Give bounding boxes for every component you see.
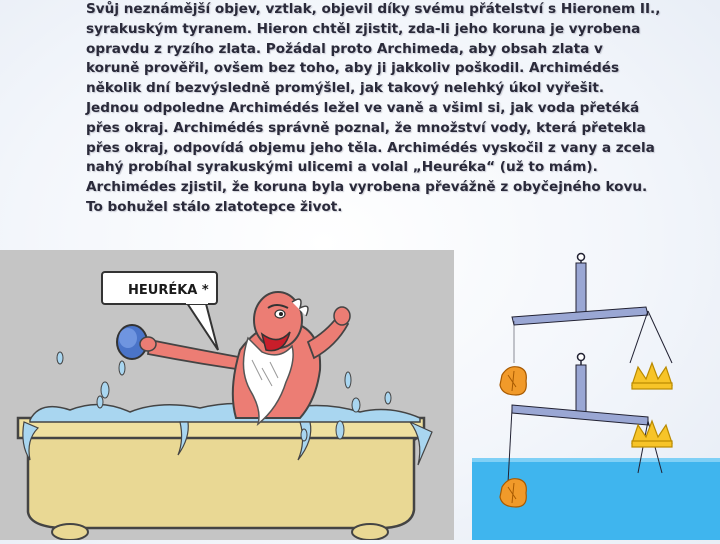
text-line: syrakuským tyranem. Hieron chtěl zjistit, zda-li jeho koruna je vyrobena — [86, 20, 641, 37]
text-line: přes okraj, odpovídá objemu jeho těla. Archimédés vyskočil z vany a zcela — [86, 139, 655, 156]
text-line: Jednou odpoledne Archimédés ležel ve vaně a všiml si, jak voda přetéká — [86, 99, 640, 116]
text-line: několik dní bezvýsledně promýšlel, jak takový nelehký úkol vyřešit. — [86, 80, 605, 97]
text-line: To bohužel stálo zlatotepce život. — [86, 198, 343, 215]
archimedes-cartoon — [0, 250, 454, 540]
crown-balance-diagram — [462, 245, 720, 540]
speech-bubble-text: HEURÉKA * — [128, 283, 209, 298]
crown-submerged-icon — [632, 421, 672, 447]
text-line: nahý probíhal syrakuskými ulicemi a volal „Heuréka“ (už to mám). — [86, 159, 598, 176]
article-text — [86, 0, 661, 218]
archimedes-bathtub-illustration — [0, 250, 454, 540]
gold-nugget-icon — [500, 367, 526, 395]
balance-scale-illustration — [462, 245, 720, 540]
text-line: Archimédes zjistil, že koruna byla vyrobena převážně z obyčejného kovu. — [86, 179, 648, 196]
balance-top — [512, 254, 672, 364]
text-line: koruně prověřil, ovšem bez toho, aby ji jakkoliv poškodil. Archimédés — [86, 60, 620, 77]
text-line: opravdu z ryzího zlata. Požádal proto Archimeda, aby obsah zlata v — [86, 40, 603, 57]
archimedes-figure — [117, 292, 350, 424]
text-line: přes okraj. Archimédés správně poznal, že množství vody, která přetekla — [86, 119, 646, 136]
text-line: Svůj neznámější objev, vztlak, objevil díky svému přátelství s Hieronem II., — [86, 1, 661, 17]
bathtub — [18, 418, 424, 540]
crown-icon — [632, 363, 672, 389]
